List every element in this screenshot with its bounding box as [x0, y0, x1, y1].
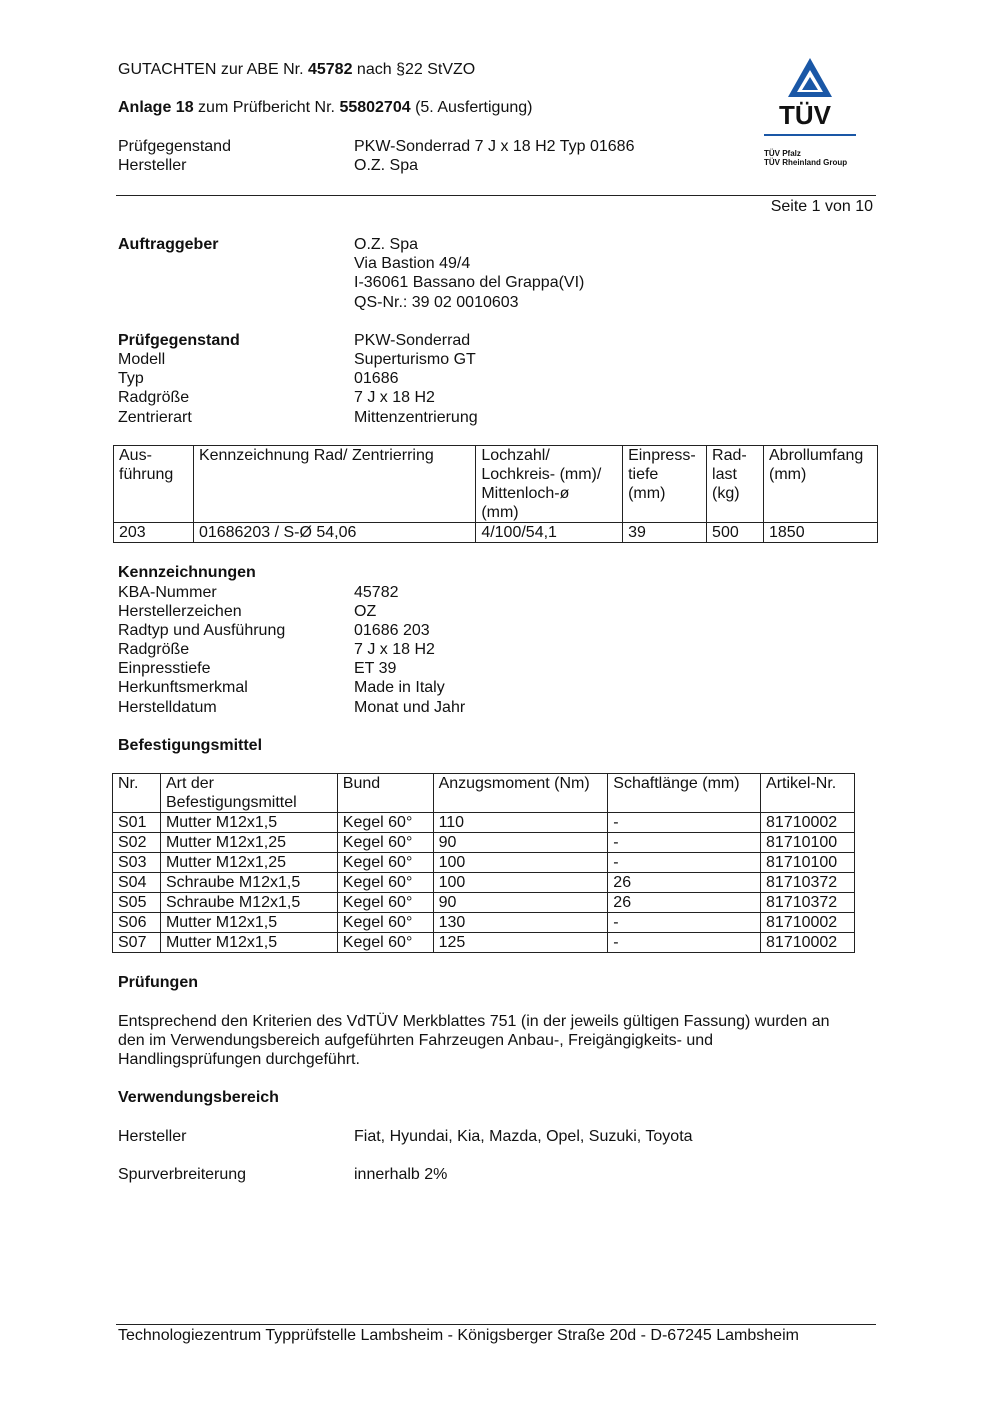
table-cell: 81710002	[761, 933, 855, 953]
marking-value: 7 J x 18 H2	[354, 641, 435, 658]
header-cell: Nr.	[113, 774, 161, 813]
table-cell: 125	[433, 933, 608, 953]
table-row	[113, 933, 855, 953]
marking-value: 01686 203	[354, 622, 430, 639]
header-subject-label: Prüfgegenstand	[118, 138, 231, 155]
table-cell: Mutter M12x1,5	[160, 933, 337, 953]
logo-line-1: TÜV Pfalz	[764, 149, 801, 158]
table-row	[113, 873, 855, 893]
tuv-logo	[760, 55, 860, 175]
table-cell: S07	[113, 933, 161, 953]
table-cell: Mutter M12x1,5	[160, 913, 337, 933]
table-header-row	[114, 446, 878, 523]
header-manufacturer-label: Hersteller	[118, 157, 187, 174]
table-cell: 81710100	[761, 853, 855, 873]
abe-number: 45782	[307, 61, 353, 78]
table-cell: Kegel 60°	[337, 813, 433, 833]
table-cell: -	[608, 913, 761, 933]
header-cell: Abrollumfang (mm)	[764, 446, 878, 523]
table-row	[114, 523, 878, 543]
header-manufacturer-value: O.Z. Spa	[354, 157, 419, 174]
table-cell: 39	[623, 523, 707, 543]
table-row	[113, 853, 855, 873]
table-cell: Schraube M12x1,5	[160, 893, 337, 913]
subject-label: Zentrierart	[118, 409, 192, 426]
header-subject-value: PKW-Sonderrad 7 J x 18 H2 Typ 01686	[354, 138, 635, 155]
subject-value: 7 J x 18 H2	[354, 389, 435, 406]
table-cell: -	[608, 933, 761, 953]
table-cell: 90	[433, 893, 608, 913]
scope-heading: Verwendungsbereich	[118, 1089, 279, 1106]
header-cell: Kennzeichnung Rad/ Zentrierring	[193, 446, 475, 523]
tests-paragraph-line: den im Verwendungsbereich aufgeführten Fahrzeugen Anbau-, Freigängigkeits- und	[118, 1032, 714, 1049]
marking-value: OZ	[354, 603, 377, 620]
header-cell: Artikel-Nr.	[761, 774, 855, 813]
subject-heading-value: PKW-Sonderrad	[354, 332, 471, 349]
subject-value: Superturismo GT	[354, 351, 476, 368]
marking-label: KBA-Nummer	[118, 584, 217, 601]
marking-value: Made in Italy	[354, 679, 445, 696]
marking-label: Herkunftsmerkmal	[118, 679, 248, 696]
table-cell: S01	[113, 813, 161, 833]
fasteners-table	[112, 773, 855, 953]
scope-value: Fiat, Hyundai, Kia, Mazda, Opel, Suzuki, Toyota	[354, 1128, 693, 1145]
page-number: Seite 1 von 10	[770, 198, 873, 215]
table-cell: S06	[113, 913, 161, 933]
table-header-row	[113, 774, 855, 813]
marking-value: 45782	[354, 584, 399, 601]
wheel-table	[113, 445, 878, 543]
subject-label: Typ	[118, 370, 144, 387]
footer-address: Technologiezentrum Typprüfstelle Lambsheim - Königsberger Straße 20d - D-67245 Lambsheim	[118, 1327, 799, 1344]
annex-middle: zum Prüfbericht Nr.	[198, 99, 335, 116]
header-divider	[116, 195, 876, 196]
footer-divider	[116, 1324, 876, 1325]
header-cell: Einpress- tiefe (mm)	[623, 446, 707, 523]
subject-value: 01686	[354, 370, 399, 387]
report-title	[118, 60, 475, 79]
markings-heading: Kennzeichnungen	[118, 564, 256, 581]
table-cell: Kegel 60°	[337, 873, 433, 893]
marking-label: Einpresstiefe	[118, 660, 211, 677]
table-cell: Kegel 60°	[337, 933, 433, 953]
table-cell: Schraube M12x1,5	[160, 873, 337, 893]
table-cell: Mutter M12x1,25	[160, 833, 337, 853]
marking-value: ET 39	[354, 660, 397, 677]
table-cell: S02	[113, 833, 161, 853]
table-cell: 81710002	[761, 913, 855, 933]
table-row	[113, 833, 855, 853]
header-cell: Aus- führung	[114, 446, 194, 523]
tests-paragraph-line: Handlingsprüfungen durchgeführt.	[118, 1051, 360, 1068]
table-cell: S05	[113, 893, 161, 913]
header-cell: Rad- last (kg)	[707, 446, 764, 523]
table-cell: 26	[608, 893, 761, 913]
header-cell: Anzugsmoment (Nm)	[433, 774, 608, 813]
table-cell: 130	[433, 913, 608, 933]
table-cell: 01686203 / S-Ø 54,06	[193, 523, 475, 543]
marking-label: Radgröße	[118, 641, 190, 658]
table-cell: 26	[608, 873, 761, 893]
table-cell: 100	[433, 853, 608, 873]
header-cell: Lochzahl/ Lochkreis- (mm)/ Mittenloch-ø (mm)	[476, 446, 623, 523]
table-cell: S04	[113, 873, 161, 893]
table-cell: -	[608, 833, 761, 853]
subject-label: Radgröße	[118, 389, 190, 406]
fasteners-heading: Befestigungsmittel	[118, 737, 263, 754]
table-cell: 81710372	[761, 873, 855, 893]
title-prefix: GUTACHTEN zur ABE Nr.	[118, 61, 304, 78]
marking-label: Herstelldatum	[118, 699, 217, 716]
table-cell: 81710372	[761, 893, 855, 913]
subject-heading: Prüfgegenstand	[118, 332, 240, 349]
table-row	[113, 893, 855, 913]
tests-paragraph-line: Entsprechend den Kriterien des VdTÜV Merkblattes 751 (in der jeweils gültigen Fassung) wurden an	[118, 1013, 830, 1030]
table-cell: Mutter M12x1,25	[160, 853, 337, 873]
marking-label: Radtyp und Ausführung	[118, 622, 286, 639]
table-row	[113, 913, 855, 933]
table-cell: Kegel 60°	[337, 913, 433, 933]
header-cell: Bund	[337, 774, 433, 813]
table-cell: Kegel 60°	[337, 853, 433, 873]
client-line: Via Bastion 49/4	[354, 255, 471, 272]
annex-line	[118, 98, 532, 117]
subject-value: Mittenzentrierung	[354, 409, 478, 426]
header-cell: Art der Befestigungsmittel	[160, 774, 337, 813]
table-cell: Kegel 60°	[337, 893, 433, 913]
table-cell: Kegel 60°	[337, 833, 433, 853]
subject-label: Modell	[118, 351, 166, 368]
annex-suffix: (5. Ausfertigung)	[415, 99, 533, 116]
table-cell: 203	[114, 523, 194, 543]
client-line: QS-Nr.: 39 02 0010603	[354, 294, 519, 311]
logo-line-2: TÜV Rheinland Group	[764, 158, 848, 167]
table-cell: 90	[433, 833, 608, 853]
client-line: I-36061 Bassano del Grappa(VI)	[354, 274, 585, 291]
scope-value: innerhalb 2%	[354, 1166, 448, 1183]
tests-heading: Prüfungen	[118, 974, 198, 991]
table-cell: 81710002	[761, 813, 855, 833]
table-cell: 100	[433, 873, 608, 893]
table-cell: 1850	[764, 523, 878, 543]
header-cell: Schaftlänge (mm)	[608, 774, 761, 813]
logo-underline	[764, 134, 856, 136]
scope-label: Spurverbreiterung	[118, 1166, 247, 1183]
client-line: O.Z. Spa	[354, 236, 419, 253]
table-row	[113, 813, 855, 833]
table-cell: 110	[433, 813, 608, 833]
table-cell: Mutter M12x1,5	[160, 813, 337, 833]
marking-label: Herstellerzeichen	[118, 603, 242, 620]
annex-label: Anlage 18	[118, 99, 194, 116]
title-suffix: nach §22 StVZO	[356, 61, 476, 78]
table-cell: S03	[113, 853, 161, 873]
client-heading: Auftraggeber	[118, 236, 219, 253]
scope-label: Hersteller	[118, 1128, 187, 1145]
table-cell: 81710100	[761, 833, 855, 853]
marking-value: Monat und Jahr	[354, 699, 466, 716]
logo-wordmark: TÜV	[779, 100, 831, 130]
report-number: 55802704	[339, 99, 411, 116]
table-cell: -	[608, 813, 761, 833]
table-cell: 4/100/54,1	[476, 523, 623, 543]
table-cell: 500	[707, 523, 764, 543]
table-cell: -	[608, 853, 761, 873]
